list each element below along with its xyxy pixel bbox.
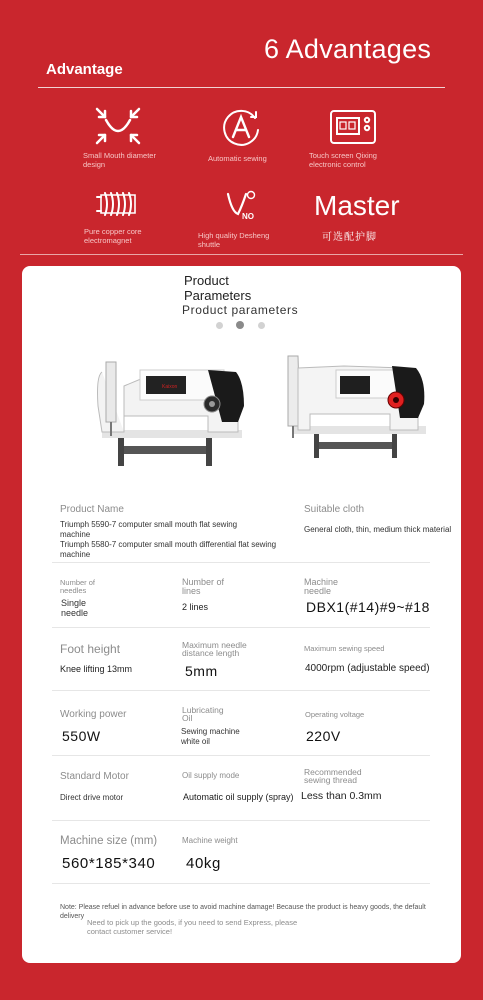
working-power-value: 550W bbox=[62, 728, 101, 744]
card-subtitle: Product parameters bbox=[182, 303, 299, 317]
standard-motor-value: Direct drive motor bbox=[60, 793, 124, 802]
carousel-dot[interactable] bbox=[258, 322, 265, 329]
max-sewing-speed-label: Maximum sewing speed bbox=[304, 644, 385, 653]
foot-height-value: Knee lifting 13mm bbox=[60, 664, 133, 674]
row-divider bbox=[52, 562, 430, 563]
row-divider bbox=[52, 627, 430, 628]
carousel-dot[interactable] bbox=[216, 322, 223, 329]
section-divider bbox=[20, 254, 463, 255]
suitable-cloth-value: General cloth, thin, medium thick material bbox=[304, 525, 452, 534]
number-of-needles-value: Single needle bbox=[61, 598, 89, 618]
recommended-thread-value: Less than 0.3mm bbox=[301, 790, 382, 802]
advantage-label: Touch screen Qixing electronic control bbox=[309, 151, 377, 169]
lubricating-oil-label: Lubricating Oil bbox=[182, 705, 224, 723]
product-name-value-1: Triumph 5590-7 computer small mouth flat sewing machine bbox=[60, 520, 238, 539]
number-of-needles-label: Number of needles bbox=[60, 578, 96, 595]
operating-voltage-value: 220V bbox=[306, 728, 341, 744]
svg-text:NO: NO bbox=[242, 212, 254, 221]
advantage-label: Automatic sewing bbox=[208, 154, 267, 163]
card-title: Product Parameters bbox=[184, 273, 252, 303]
row-divider bbox=[52, 883, 430, 884]
recommended-thread-label: Recommended sewing thread bbox=[304, 767, 362, 785]
shuttle-icon bbox=[222, 188, 260, 222]
row-divider bbox=[52, 820, 430, 821]
sewing-machine-image-2 bbox=[280, 346, 440, 476]
advantage-label: Pure copper core electromagnet bbox=[84, 227, 142, 245]
max-sewing-speed-value: 4000rpm (adjustable speed) bbox=[305, 663, 430, 674]
foot-height-label: Foot height bbox=[60, 642, 121, 656]
carousel-dot-active[interactable] bbox=[236, 321, 244, 329]
section-label: Advantage bbox=[46, 61, 123, 78]
mouth-diameter-icon bbox=[92, 104, 144, 148]
touch-screen-icon bbox=[327, 106, 379, 150]
page-title: 6 Advantages bbox=[264, 34, 432, 64]
copper-coil-icon bbox=[95, 185, 141, 223]
advantage-label: High quality Desheng shuttle bbox=[198, 231, 270, 249]
max-needle-distance-value: 5mm bbox=[185, 663, 218, 679]
suitable-cloth-label: Suitable cloth bbox=[304, 504, 365, 515]
machine-weight-label: Machine weight bbox=[182, 836, 238, 845]
machine-needle-value: DBX1(#14)#9~#18 bbox=[306, 599, 430, 615]
product-name-label: Product Name bbox=[60, 504, 124, 515]
contact-note: Need to pick up the goods, if you need to send Express, please contact customer service! bbox=[87, 918, 298, 936]
row-divider bbox=[52, 690, 430, 691]
machine-size-value: 560*185*340 bbox=[62, 855, 156, 872]
delivery-note: Note: Please refuel in advance before use to avoid machine damage! Because the product is heavy goods, the default delivery bbox=[60, 904, 426, 920]
master-title: Master bbox=[314, 190, 400, 221]
machine-needle-label: Machine needle bbox=[304, 577, 339, 596]
advantage-label: Small Mouth diameter design bbox=[83, 151, 156, 169]
working-power-label: Working power bbox=[60, 709, 127, 720]
master-subtitle: 可选配护脚 bbox=[322, 232, 377, 243]
operating-voltage-label: Operating voltage bbox=[305, 710, 365, 719]
oil-supply-value: Automatic oil supply (spray) bbox=[183, 792, 294, 802]
row-divider bbox=[52, 755, 430, 756]
standard-motor-label: Standard Motor bbox=[60, 771, 129, 782]
lubricating-oil-value: Sewing machine white oil bbox=[181, 727, 240, 746]
number-of-lines-value: 2 lines bbox=[182, 602, 209, 612]
product-name-value-2: Triumph 5580-7 computer small mouth differential flat sewing machine bbox=[60, 540, 277, 559]
max-needle-distance-label: Maximum needle distance length bbox=[182, 640, 247, 658]
machine-weight-value: 40kg bbox=[186, 855, 221, 872]
machine-size-label: Machine size (mm) bbox=[60, 835, 158, 847]
svg-text:Kaixon: Kaixon bbox=[162, 384, 178, 390]
automatic-a-icon bbox=[215, 106, 267, 150]
number-of-lines-label: Number of lines bbox=[182, 577, 225, 596]
header-divider bbox=[38, 87, 445, 88]
sewing-machine-image-1 bbox=[88, 346, 258, 476]
oil-supply-label: Oil supply mode bbox=[182, 771, 240, 780]
